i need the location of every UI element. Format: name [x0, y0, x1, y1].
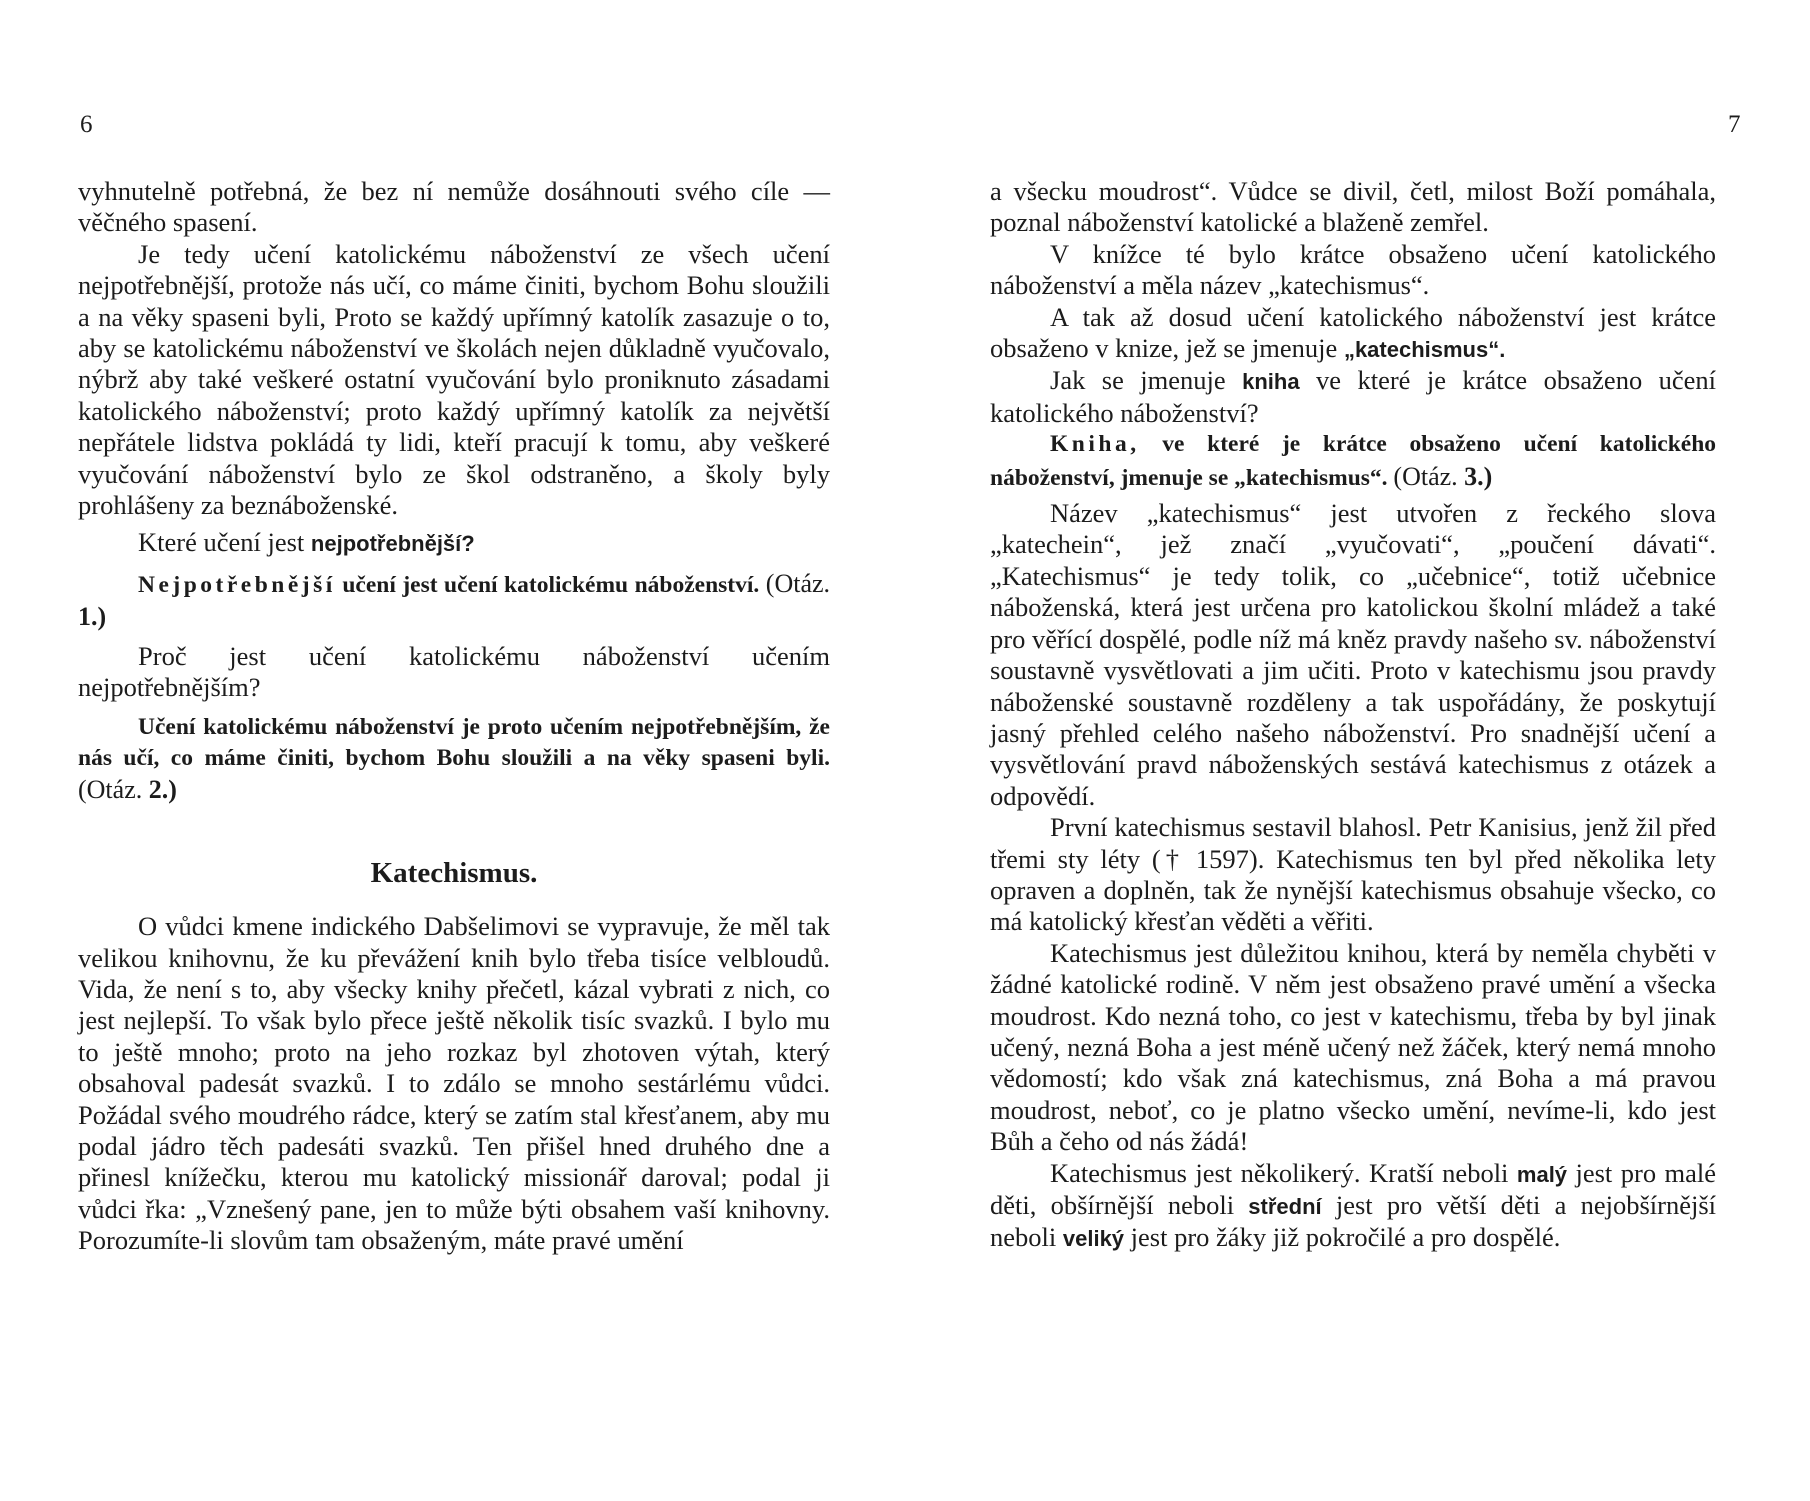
answer-2-ref-label: (Otáz. — [78, 775, 143, 805]
answer-2 — [78, 712, 830, 808]
right-paragraph-1: a všecku moudrost“. Vůdce se divil, četl, milost Boží pomáhala, poznal náboženství katolické a blaženě zemřel. — [990, 176, 1716, 238]
answer-3-text: ve které je krátce obsaženo učení katolického náboženství, jmenuje se „katechismus“. — [990, 431, 1717, 491]
left-page-column — [78, 176, 830, 1257]
keyword-stredni: střední — [1248, 1194, 1322, 1219]
right-paragraph-5: První katechismus sestavil blahosl. Petr Kanisius, jenž žil před třemi sty léty († 1597). Katechismus ten byl před několika lety opraven a doplněn, tak že nynější katechismus obsahuje všecko, co má katolický křesťan věděti a věřiti. — [990, 812, 1716, 937]
keyword-maly: malý — [1516, 1161, 1568, 1187]
right-paragraph-7-part-a: Katechismus jest několikerý. Kratší neboli — [1050, 1157, 1509, 1188]
right-paragraph-3-keyword: „katechismus“. — [1343, 337, 1506, 363]
answer-2-reference — [78, 775, 177, 804]
right-paragraph-4: Název „katechismus“ jest utvořen z řeckého slova „katechein“, jež značí „vyučovati“, „poučení dávati“. „Katechismus“ je tedy tolik, co „učebnice“, totiž učebnice náboženská, která jest určena pro katolickou školní mládež a také pro věřící dospělé, podle níž má kněz pravdy našeho sv. náboženství soustavně vysvětlovati a jim učiti. Proto v katechismu jsou pravdy náboženské soustavně rozděleny a tak uspořádány, že poskytují jasný přehled celého našeho náboženství. Pro snadnější učení a vysvětlování pravd náboženských sestává katechismus z otázek a odpovědí. — [990, 498, 1716, 811]
keyword-veliky: veliký — [1062, 1226, 1125, 1252]
answer-3 — [990, 429, 1716, 494]
right-page-number: 7 — [1728, 111, 1741, 138]
left-paragraph-2: Je tedy učení katolickému náboženství ze všech učení nejpotřebnější, protože nás učí, co máme činiti, bychom Bohu sloužili a na věky spaseni byli, Proto se každý upřímný katolík zasazuje o to, aby se katolickému náboženství ve školách nejen důkladně vyučovalo, nýbrž aby také veškeré ostatní vyučování bylo proniknuto zásadami katolického náboženství; proto každý upřímný katolík za největší nepřátele lidstva pokládá ty lidi, kteří pracují k tomu, aby veškeré vyučování náboženství bylo ze škol odstraněno, a školy byly prohlášeny za beznáboženské. — [78, 238, 830, 521]
answer-3-spaced-word: Kniha, — [1050, 431, 1140, 458]
question-3-keyword: kniha — [1242, 369, 1300, 395]
right-paragraph-7 — [990, 1158, 1716, 1255]
question-3-after: ve které je krátce obsaženo učení katolického náboženství? — [990, 365, 1717, 428]
question-3 — [990, 365, 1716, 429]
answer-1-ref-label: (Otáz. — [765, 568, 831, 598]
answer-2-text: Učení katolickému náboženství je proto učením nejpotřebnějším, že nás učí, co máme činiti, bychom Bohu sloužili a na věky spaseni byli. — [78, 713, 830, 771]
answer-3-reference — [1393, 462, 1492, 491]
question-1-text: Které učení jest — [138, 527, 305, 558]
question-2: Proč jest učení katolickému náboženství učením nejpotřebnějším? — [78, 640, 830, 703]
question-1 — [78, 527, 830, 559]
answer-1-text: učení jest učení katolickému náboženství. — [342, 571, 760, 598]
answer-1-spaced-word: Nejpotřebnější — [138, 571, 336, 598]
right-paragraph-7-part-b: jest pro malé děti, obšírnější neboli — [990, 1157, 1717, 1220]
right-paragraph-6: Katechismus jest důležitou knihou, která by neměla chyběti v žádné katolické rodině. V něm jest obsaženo pravé umění a všecka moudrost. Kdo nezná toho, co jest v katechismu, třeba by byl jinak učený, nezná Boha a jest méně učený než žáček, který nemá mnoho vědomostí; kdo však zná katechismus, zná Boha a má pravou moudrost, neboť, co je platno všecko umění, nevíme-li, kdo jest Bůh a čeho od nás žádá! — [990, 937, 1716, 1157]
right-paragraph-7-part-d: jest pro žáky již pokročilé a pro dospělé. — [1130, 1222, 1561, 1253]
question-3-before: Jak se jmenuje — [1050, 365, 1226, 396]
question-1-keyword: nejpotřebnější? — [310, 531, 475, 557]
answer-2-ref-number: 2.) — [148, 775, 177, 805]
right-paragraph-7-part-c: jest pro větší děti a nejobšírnější neboli — [990, 1190, 1717, 1253]
left-paragraph-3: O vůdci kmene indického Dabšelimovi se vypravuje, že měl tak velikou knihovnu, že ku převážení knih bylo třeba tisíce velbloudů. Vida, že není s to, aby všecky knihy přečetl, kázal vybrati z nich, co jest nejlepší. To však bylo přece ještě několik tisíc svazků. I bylo mu to ještě mnoho; proto na jeho rozkaz byl zhotoven výtah, který obsahoval padesát svazků. I to zdálo se mnoho sestárlému vůdci. Požádal svého moudrého rádce, který se zatím stal křesťanem, aby mu podal jádro těch padesáti svazků. Ten přišel hned druhého dne a přinesl knížečku, kterou mu katolický missionář daroval; podal ji vůdci řka: „Vznešený pane, jen to může býti obsahem vaší knihovny. Porozumíte-li slovům tam obsaženým, máte pravé umění — [78, 911, 830, 1256]
right-paragraph-3-text: A tak až dosud učení katolického náboženství jest krátce obsaženo v knize, jež se jmenuje — [990, 301, 1716, 364]
answer-3-ref-label: (Otáz. — [1393, 461, 1458, 491]
answer-3-ref-number: 3.) — [1464, 461, 1493, 491]
right-paragraph-3 — [990, 302, 1716, 366]
left-page-number: 6 — [80, 111, 93, 138]
answer-1 — [78, 568, 830, 635]
right-page-column — [990, 176, 1716, 1255]
right-paragraph-2: V knížce té bylo krátce obsaženo učení katolického náboženství a měla název „katechismus“. — [990, 238, 1716, 301]
section-heading: Katechismus. — [370, 856, 538, 889]
left-paragraph-1: vyhnutelně potřebná, že bez ní nemůže dosáhnouti svého cíle — věčného spasení. — [78, 176, 830, 238]
answer-1-ref-number: 1.) — [78, 602, 107, 632]
